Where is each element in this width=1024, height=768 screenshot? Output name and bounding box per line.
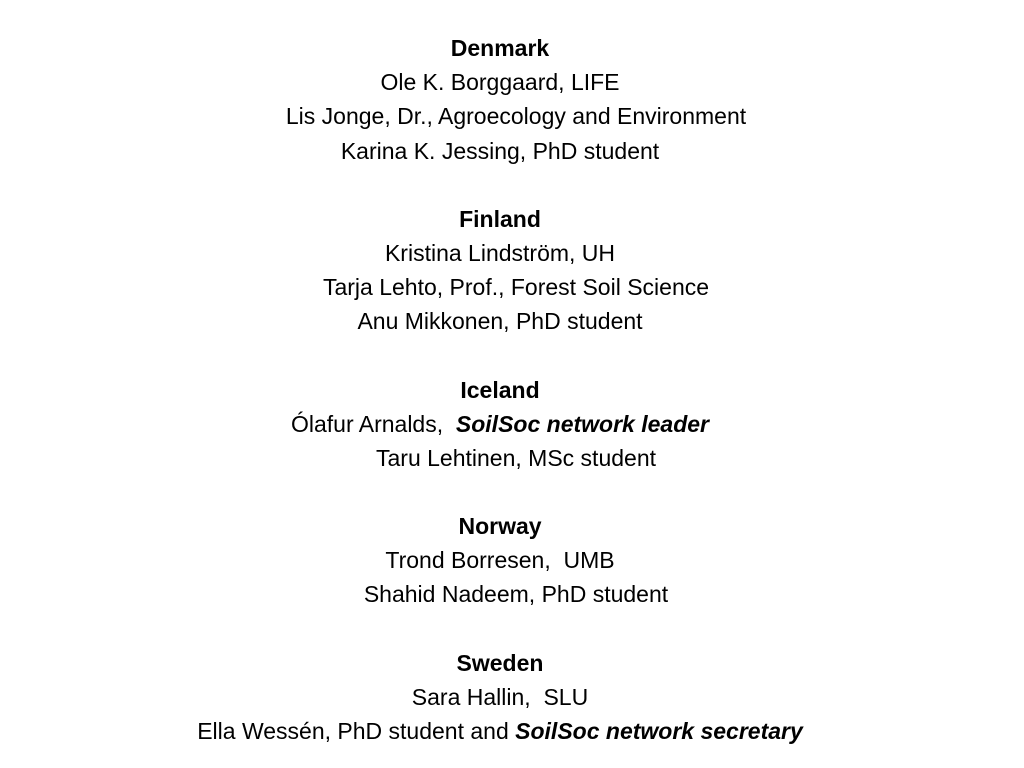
member-line: Sara Hallin, SLU (411, 684, 589, 710)
member-line: Shahid Nadeem, PhD student (363, 581, 669, 607)
member-line-leader (0, 410, 1012, 438)
member-name: Ella Wessén, PhD student and (197, 718, 516, 744)
member-line: Trond Borresen, UMB (385, 547, 615, 573)
member-line: Anu Mikkonen, PhD student (357, 308, 643, 334)
member-line: Karina K. Jessing, PhD student (340, 138, 660, 164)
heading-finland: Finland (459, 206, 541, 232)
heading-iceland: Iceland (460, 377, 540, 403)
member-line: Taru Lehtinen, MSc student (376, 445, 656, 471)
member-line: Kristina Lindström, UH (384, 240, 616, 266)
member-line: Lis Jonge, Dr., Agroecology and Environment (285, 103, 747, 129)
member-line: Ole K. Borggaard, LIFE (380, 69, 620, 95)
heading-norway: Norway (458, 513, 542, 539)
heading-sweden: Sweden (456, 650, 544, 676)
network-secretary-role: SoilSoc network secretary (515, 718, 803, 744)
member-name: Ólafur Arnalds, (290, 411, 444, 437)
member-line-secretary (0, 717, 1012, 745)
member-line: Tarja Lehto, Prof., Forest Soil Science (322, 274, 710, 300)
network-leader-role: SoilSoc network leader (455, 411, 709, 437)
heading-denmark: Denmark (450, 35, 550, 61)
